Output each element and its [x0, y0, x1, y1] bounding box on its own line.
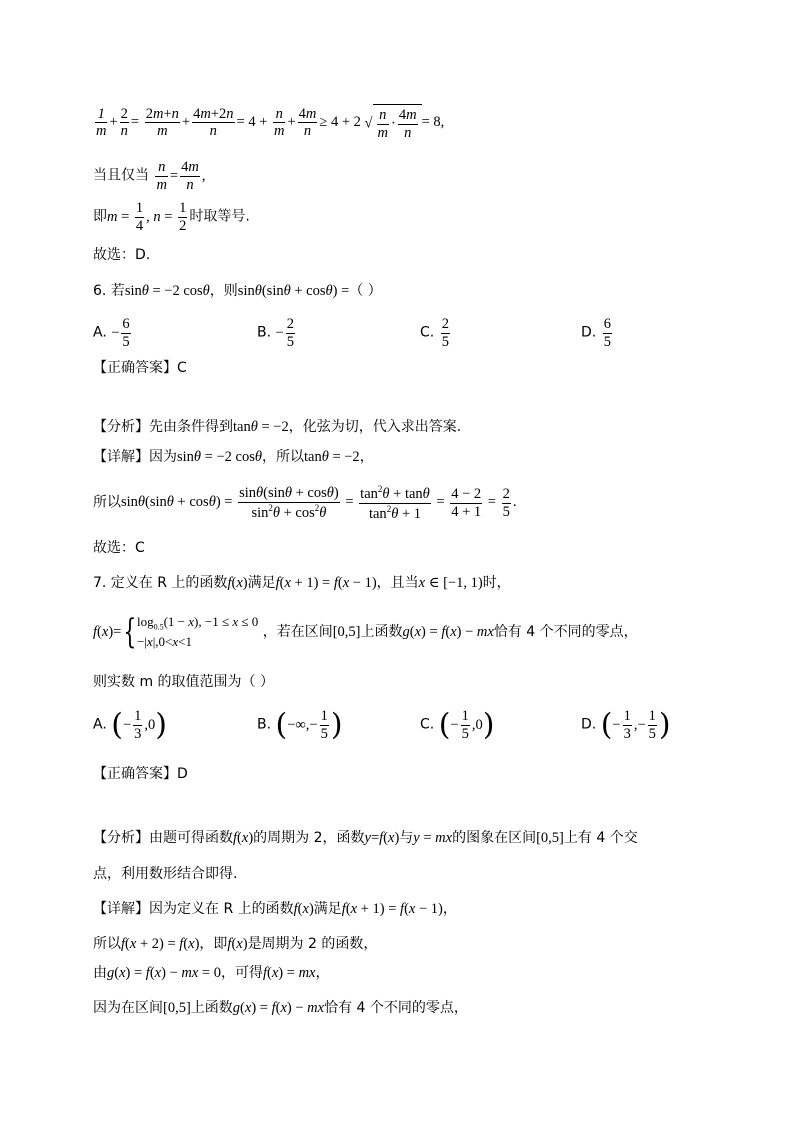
option-label: A.	[93, 324, 107, 341]
q6-option-a[interactable]: A. − $\frac{6}{5}$	[93, 316, 130, 350]
equality-values-line: 即m = $\frac{1}{4}$ , n = $\frac{1}{2}$ 时取等号.	[93, 200, 250, 234]
text: 即	[93, 208, 107, 225]
text: 与	[399, 830, 414, 846]
text: ，可得	[220, 965, 263, 981]
option-label: D.	[581, 324, 597, 341]
q7-last: 因为在区间[0,5]上函数g(x) = f(x) − mx恰有 4 个不同的零点，	[93, 1000, 468, 1016]
text: 满足	[247, 575, 276, 591]
q6-option-b[interactable]: B. − $\frac{2}{5}$	[257, 316, 294, 350]
text: 的图象在区间	[452, 830, 537, 846]
text: （ ）	[349, 283, 382, 299]
q7-option-c[interactable]: C. (− $\frac{1}{5}$ ,0)	[420, 707, 495, 743]
text: 7. 定义在 R 上的函数	[93, 575, 228, 591]
text: ，	[315, 965, 330, 981]
text: 所以	[93, 936, 121, 952]
text: 【详解】因为定义在 R 上的函数	[93, 901, 294, 917]
q6-analysis: 【分析】先由条件得到tanθ = −2，化弦为切，代入求出答案.	[93, 419, 462, 435]
q7-range-question: 则实数 m 的取值范围为（ ）	[93, 674, 274, 690]
q7-stem: 7. 定义在 R 上的函数f(x)满足f(x + 1) = f(x − 1)，且当x ∈ [−1, 1)时，	[93, 575, 511, 591]
text: ，	[359, 449, 374, 465]
text: 所以	[93, 494, 121, 511]
text: 【分析】由题可得函数	[93, 830, 233, 846]
text: ，即	[199, 936, 228, 952]
text: 上函数	[360, 623, 403, 640]
text: 【详解】因为	[93, 449, 177, 465]
q7-analysis-line2: 点，利用数形结合即得.	[93, 866, 238, 882]
choose-line: 故选：D.	[93, 247, 151, 263]
q6-choose: 故选：C	[93, 540, 145, 556]
text: 是周期为 2 的函数，	[247, 936, 378, 952]
text: 由	[93, 965, 107, 981]
q7-analysis: 【分析】由题可得函数f(x)的周期为 2，函数y=f(x)与y = mx的图象在区间[0,5]上有 4 个交	[93, 830, 638, 846]
text: ，若在区间	[262, 623, 333, 640]
text: 【分析】先由条件得到	[93, 419, 233, 435]
text: ，化弦为切，代入求出答案.	[288, 419, 462, 435]
option-label: C.	[420, 324, 435, 341]
text: 6. 若	[93, 283, 125, 299]
text: 恰有 4 个不同的零点，	[324, 1000, 468, 1016]
text: 满足	[313, 901, 342, 917]
text: 恰有 4 个不同的零点，	[493, 623, 638, 640]
q6-calc: 所以sinθ(sinθ + cosθ) = $\frac{\sin\theta(\sin\theta + \cos\theta)}{\sin^2\theta + \cos^2\theta}$ = $\frac{\tan^2\theta + \tan\theta}{\tan^2\theta + 1}$ = $\frac{4 - 2}{4 + 1}$ = $\frac{2}{5}$ .	[93, 484, 517, 522]
option-label: C.	[420, 716, 435, 733]
text: 因为在区间	[93, 1000, 163, 1016]
q7-option-d[interactable]: D. (− $\frac{1}{3}$ ,− $\frac{1}{5}$ )	[581, 707, 671, 743]
text: ，则	[209, 283, 238, 299]
option-label: B.	[257, 716, 272, 733]
text: 上函数	[190, 1000, 233, 1016]
inequality-line: $\frac{1}{m}$ + $\frac{2}{n}$ = $\frac{2m+n}{m}$ + $\frac{4m+2n}{n}$ = 4 + $\frac{n}{m}$ + $\frac{4m}{n}$ ≥ 4 + 2 √ $\frac{n}{m}$ · $\frac{4m}{n}$ = 8,	[96, 105, 445, 141]
q7-from: 由g(x) = f(x) − mx = 0，可得f(x) = mx，	[93, 965, 330, 981]
equality-condition-line: 当且仅当 $\frac{n}{m}$ = $\frac{4m}{n}$ ,	[93, 159, 206, 193]
text: 时，	[482, 575, 511, 591]
q6-answer: 【正确答案】C	[93, 360, 187, 376]
text: 时取等号.	[189, 208, 250, 225]
text: 当且仅当	[93, 167, 149, 184]
q7-answer: 【正确答案】D	[93, 766, 188, 782]
text: 上有 4 个交	[563, 830, 638, 846]
text: ，	[442, 901, 457, 917]
q7-option-a[interactable]: A. (− $\frac{1}{3}$ ,0)	[93, 707, 167, 743]
option-label: D.	[581, 716, 597, 733]
q6-detail: 【详解】因为sinθ = −2 cosθ，所以tanθ = −2，	[93, 449, 374, 465]
text: ，所以	[261, 449, 304, 465]
q7-period: 所以f(x + 2) = f(x)，即f(x)是周期为 2 的函数，	[93, 936, 378, 952]
q7-option-b[interactable]: B. (−∞,− $\frac{1}{5}$ )	[257, 707, 343, 743]
option-label: A.	[93, 716, 107, 733]
q6-option-c[interactable]: C. $\frac{2}{5}$	[420, 316, 449, 350]
q7-piecewise: f(x)={ $\log_{0.5}(1 - x)$, −1 ≤ x ≤ 0 −|x|,0<x<1 ，若在区间[0,5]上函数g(x) = f(x) − mx恰有 4 个不同的零点，	[93, 611, 638, 652]
q6-stem: 6. 若sinθ = −2 cosθ，则sinθ(sinθ + cosθ) =（ ）	[93, 283, 382, 299]
text: 的周期为 2，函数	[253, 830, 365, 846]
q6-option-d[interactable]: D. $\frac{6}{5}$	[581, 316, 611, 350]
text: ，且当	[376, 575, 419, 591]
option-label: B.	[257, 324, 272, 341]
q7-detail: 【详解】因为定义在 R 上的函数f(x)满足f(x + 1) = f(x − 1)，	[93, 901, 457, 917]
